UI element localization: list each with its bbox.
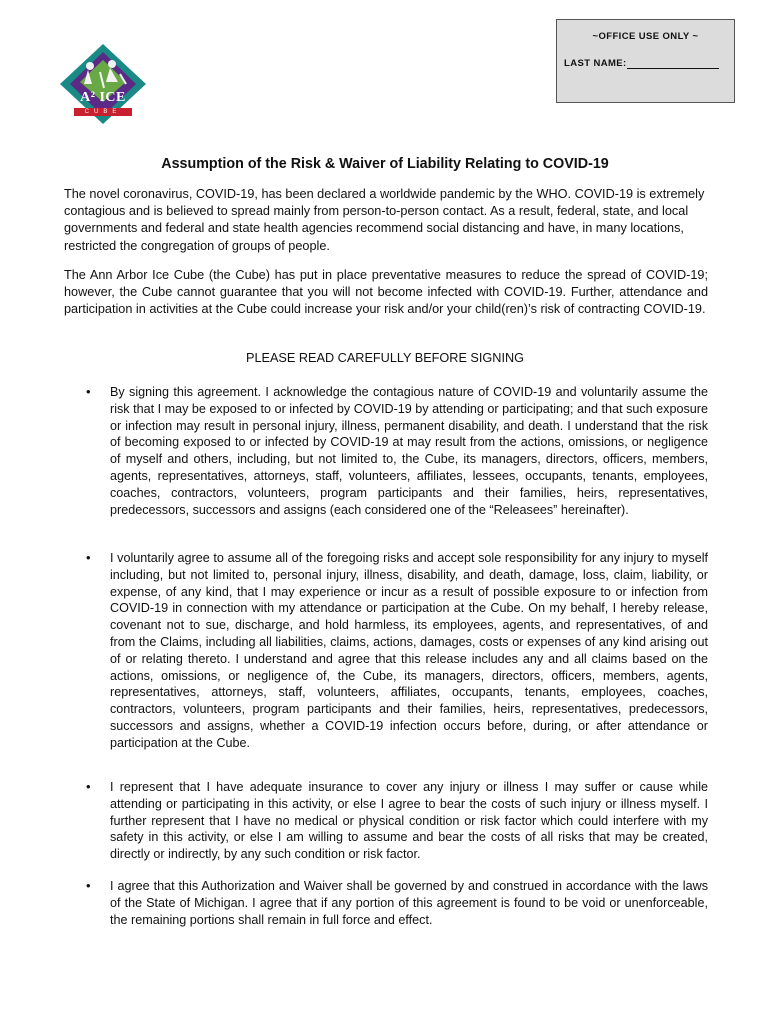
cube-measures-paragraph: The Ann Arbor Ice Cube (the Cube) has put in place preventative measures to reduce the spread of COVID-19; however, the Cube cannot guarantee that you will not become infected with COVID-19. Further, attendance and participation in activities at the Cube could increase your risk and/or your child(ren)’s risk of contracting COVID-19.: [64, 268, 708, 317]
bullet-icon: •: [86, 878, 91, 893]
bullet-text: I represent that I have adequate insurance to cover any injury or illness I may suffer or cause while attending or participating in this activity, or else I agree to bear the costs of such injury or illness myself. I further represent that I have no medical or physical condition or risk factor which could interfere with my safety in this activity, or else I am willing to assume and bear the costs of all risks that may be created, directly or indirectly, by any such condition or risk factor.: [110, 780, 708, 862]
list-item: [86, 779, 708, 863]
office-use-title: ~OFFICE USE ONLY ~: [592, 31, 699, 42]
bullet-text: I voluntarily agree to assume all of the foregoing risks and accept sole responsibility for any injury to myself including, but not limited to, personal injury, illness, disability, and death, damage, loss, claim, liability, or expense, of any kind, that I may experience or incur as a result of possible exposure to or infection from COVID-19 in connection with my attendance or participation at the Cube. On my behalf, I hereby release, covenant not to sue, discharge, and hold harmless, its employees, agents, and representatives, of and from the Claims, including all liabilities, claims, actions, damages, costs or expenses of any kind arising out of or relating thereto. I understand and agree that this release includes any and all claims based on the actions, omissions, or negligence of, the Cube, its managers, directors, officers, members, agents, representatives, attorneys, staff, volunteers, affiliates, occupants, tenants, employees, coaches, contractors, volunteers, program participants and their families, heirs, representatives, predecessors, successors and assigns, whether a COVID-19 infection occurs before, during, or after attendance or participation at the Cube.: [110, 551, 708, 750]
last-name-label: LAST NAME:: [564, 58, 627, 69]
list-item: [86, 550, 708, 752]
bullet-text: I agree that this Authorization and Waiver shall be governed by and construed in accordance with the laws of the State of Michigan. I agree that if any portion of this agreement is found to be void or unenforceable, the remaining portions shall remain in full force and effect.: [110, 879, 708, 927]
list-item: [86, 384, 708, 518]
bullet-icon: •: [86, 779, 91, 794]
read-carefully-instruction: PLEASE READ CAREFULLY BEFORE SIGNING: [245, 351, 525, 365]
list-item: [86, 878, 708, 928]
bullet-icon: •: [86, 550, 91, 565]
ice-cube-logo: [60, 44, 146, 124]
office-use-box: [556, 19, 735, 103]
last-name-row: [564, 58, 719, 69]
document-title: Assumption of the Risk & Waiver of Liability Relating to COVID-19: [161, 156, 609, 172]
bullet-text: By signing this agreement. I acknowledge the contagious nature of COVID-19 and voluntarily assume the risk that I may be exposed to or infected by COVID-19 by attending or participating; and that such exposure or infection may result in personal injury, illness, permanent disability, and death. I understand that the risk of becoming exposed to or infected by COVID-19 at may result from the actions, omissions, or negligence of myself and others, including, but not limited to, the Cube, its managers, directors, officers, members, agents, representatives, attorneys, staff, volunteers, affiliates, lessees, occupants, tenants, employees, coaches, contractors, volunteers, program participants and their families, heirs, representatives, predecessors, successors and assigns (each considered one of the “Releasees” hereinafter).: [110, 385, 708, 517]
logo-subtext: CUBE: [84, 109, 122, 115]
bullet-icon: •: [86, 384, 91, 399]
last-name-field[interactable]: [627, 59, 719, 69]
logo-text: A² ICE: [80, 90, 126, 105]
intro-paragraph: The novel coronavirus, COVID-19, has been declared a worldwide pandemic by the WHO. COVID-19 is extremely contagious and is believed to spread mainly from person-to-person contact. As a result, federal, state, and local governments and federal and state health agencies recommend social distancing and have, in many locations, restricted the congregation of groups of people.: [64, 187, 705, 253]
